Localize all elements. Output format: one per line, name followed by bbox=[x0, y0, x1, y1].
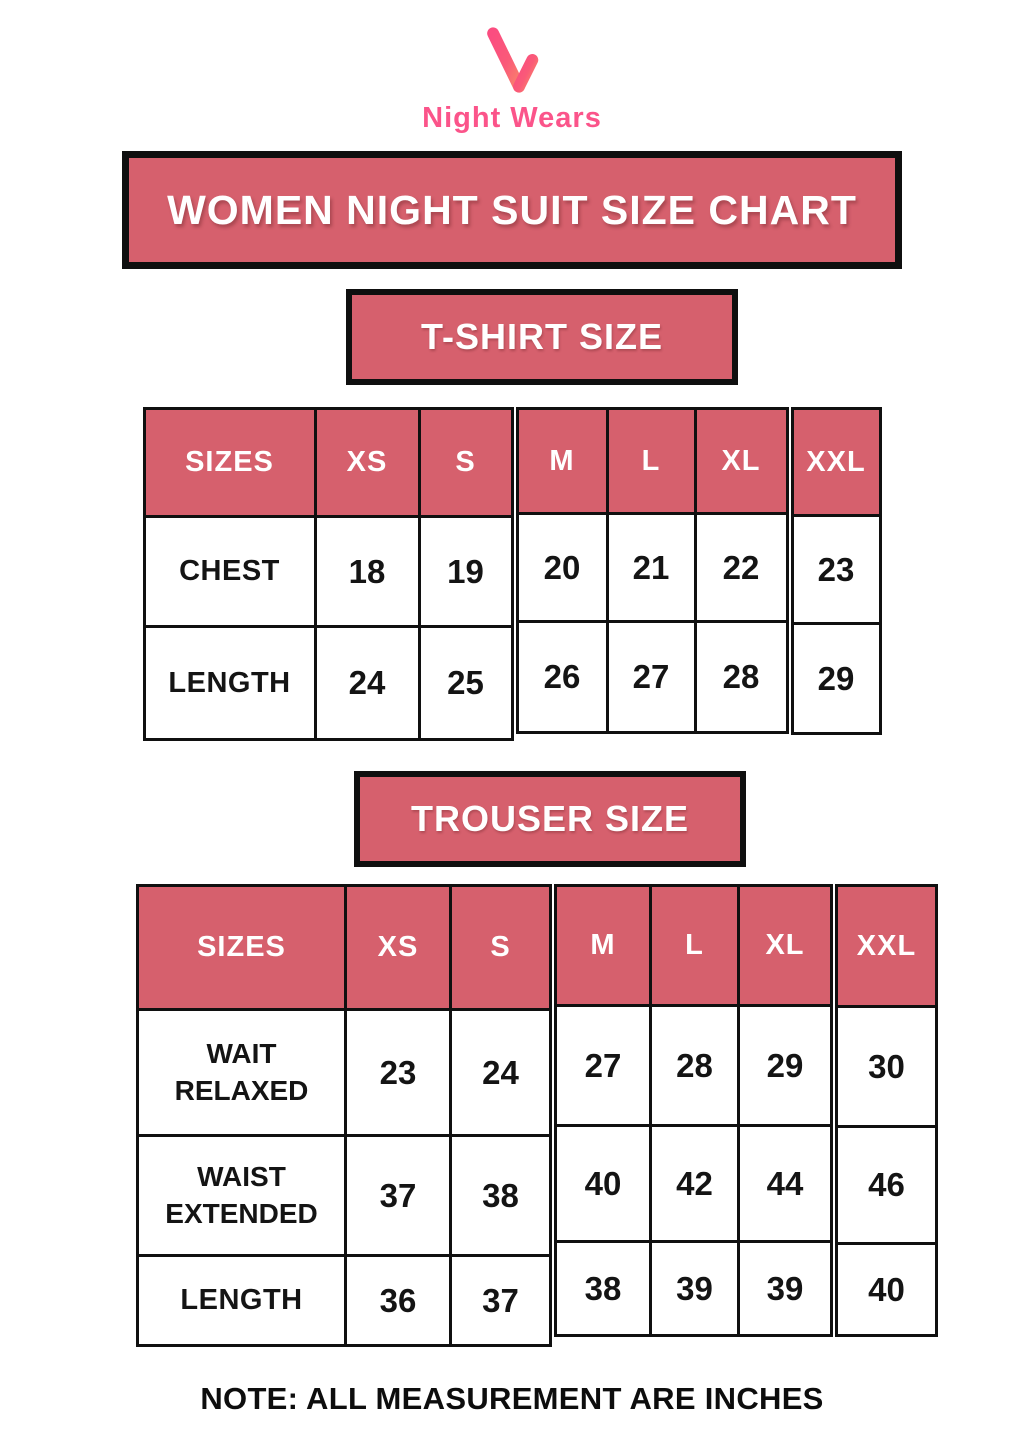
value-cell: 29 bbox=[739, 1006, 832, 1126]
trouser-section-banner bbox=[354, 771, 746, 867]
value-cell: 36 bbox=[346, 1256, 451, 1346]
value-cell: 42 bbox=[651, 1126, 739, 1242]
tshirt-table-group-right bbox=[791, 407, 882, 735]
value-cell: 25 bbox=[419, 627, 512, 740]
value-cell: 46 bbox=[837, 1127, 937, 1244]
value-cell: 24 bbox=[451, 1010, 551, 1136]
table-row bbox=[144, 517, 512, 627]
value-cell: 18 bbox=[315, 517, 419, 627]
tshirt-table-group-left bbox=[143, 407, 514, 741]
value-cell: 44 bbox=[739, 1126, 832, 1242]
value-cell: 37 bbox=[346, 1136, 451, 1256]
value-cell: 38 bbox=[556, 1242, 651, 1336]
tshirt-size-table bbox=[143, 407, 882, 741]
table-row bbox=[837, 1007, 937, 1127]
table-row bbox=[138, 886, 551, 1010]
header-cell: S bbox=[419, 409, 512, 517]
header-cell: L bbox=[651, 886, 739, 1006]
row-label-cell: LENGTH bbox=[138, 1256, 346, 1346]
trouser-table-group-middle bbox=[554, 884, 833, 1337]
value-cell: 20 bbox=[517, 514, 607, 622]
table-row bbox=[138, 1256, 551, 1346]
trouser-section-title: TROUSER SIZE bbox=[410, 798, 690, 839]
table-row bbox=[517, 622, 787, 733]
table-row bbox=[556, 1126, 832, 1242]
table-row bbox=[517, 409, 787, 514]
header-cell: L bbox=[607, 409, 695, 514]
row-label-cell: WAIST EXTENDED bbox=[138, 1136, 346, 1256]
header-cell: XXL bbox=[792, 409, 880, 516]
header-cell: XS bbox=[315, 409, 419, 517]
value-cell: 22 bbox=[695, 514, 787, 622]
table-row bbox=[792, 624, 880, 734]
header-cell: SIZES bbox=[144, 409, 315, 517]
trouser-table-group-right bbox=[835, 884, 938, 1337]
value-cell: 19 bbox=[419, 517, 512, 627]
main-title-banner bbox=[122, 151, 902, 269]
value-cell: 39 bbox=[651, 1242, 739, 1336]
value-cell: 23 bbox=[346, 1010, 451, 1136]
value-cell: 39 bbox=[739, 1242, 832, 1336]
value-cell: 26 bbox=[517, 622, 607, 733]
table-row bbox=[556, 1242, 832, 1336]
table-row bbox=[792, 409, 880, 516]
table-row bbox=[556, 1006, 832, 1126]
value-cell: 24 bbox=[315, 627, 419, 740]
table-row bbox=[517, 514, 787, 622]
row-label-cell: WAIT RELAXED bbox=[138, 1010, 346, 1136]
night-wears-logo-icon bbox=[470, 18, 554, 102]
table-row bbox=[144, 409, 512, 517]
table-row bbox=[556, 886, 832, 1006]
table-row bbox=[144, 627, 512, 740]
value-cell: 21 bbox=[607, 514, 695, 622]
value-cell: 38 bbox=[451, 1136, 551, 1256]
value-cell: 27 bbox=[607, 622, 695, 733]
tshirt-section-banner bbox=[346, 289, 738, 385]
header-cell: XL bbox=[739, 886, 832, 1006]
header-cell: XL bbox=[695, 409, 787, 514]
value-cell: 28 bbox=[695, 622, 787, 733]
value-cell: 27 bbox=[556, 1006, 651, 1126]
tshirt-section-title: T-SHIRT SIZE bbox=[420, 316, 663, 357]
table-row bbox=[837, 1127, 937, 1244]
header-cell: M bbox=[556, 886, 651, 1006]
brand-name: Night Wears bbox=[422, 102, 602, 134]
table-row bbox=[837, 886, 937, 1007]
trouser-table-group-left bbox=[136, 884, 552, 1347]
value-cell: 29 bbox=[792, 624, 880, 734]
header-cell: XXL bbox=[837, 886, 937, 1007]
header-cell: M bbox=[517, 409, 607, 514]
header-cell: S bbox=[451, 886, 551, 1010]
value-cell: 40 bbox=[556, 1126, 651, 1242]
value-cell: 30 bbox=[837, 1007, 937, 1127]
logo-block bbox=[422, 18, 602, 135]
table-row bbox=[138, 1010, 551, 1136]
trouser-size-table bbox=[136, 884, 938, 1347]
header-cell: XS bbox=[346, 886, 451, 1010]
row-label-cell: CHEST bbox=[144, 517, 315, 627]
main-title: WOMEN NIGHT SUIT SIZE CHART bbox=[167, 186, 857, 233]
row-label-cell: LENGTH bbox=[144, 627, 315, 740]
value-cell: 40 bbox=[837, 1244, 937, 1336]
tshirt-table-group-middle bbox=[516, 407, 789, 734]
table-row bbox=[792, 516, 880, 624]
value-cell: 28 bbox=[651, 1006, 739, 1126]
table-row bbox=[138, 1136, 551, 1256]
value-cell: 23 bbox=[792, 516, 880, 624]
table-row bbox=[837, 1244, 937, 1336]
measurement-note: NOTE: ALL MEASUREMENT ARE INCHES bbox=[200, 1381, 824, 1416]
header-cell: SIZES bbox=[138, 886, 346, 1010]
value-cell: 37 bbox=[451, 1256, 551, 1346]
